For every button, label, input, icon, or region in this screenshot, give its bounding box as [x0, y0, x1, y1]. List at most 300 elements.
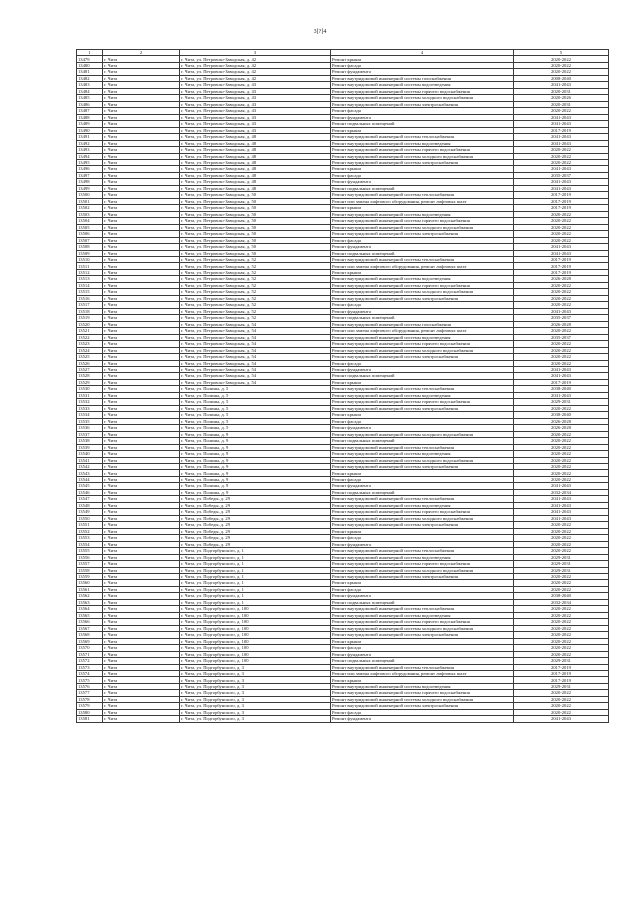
- city-cell: г. Чита: [103, 269, 180, 275]
- city-cell: г. Чита: [103, 528, 180, 534]
- work-type-cell: Ремонт крыши: [331, 269, 514, 275]
- period-cell: 2020-2022: [514, 625, 609, 631]
- row-id-cell: 13503: [77, 211, 103, 217]
- period-cell: 2041-2043: [514, 483, 609, 489]
- city-cell: г. Чита: [103, 179, 180, 185]
- work-type-cell: Ремонт фасада: [331, 237, 514, 243]
- row-id-cell: 13549: [77, 509, 103, 515]
- period-cell: 2020-2022: [514, 528, 609, 534]
- work-type-cell: Ремонт фасада: [331, 62, 514, 68]
- city-cell: г. Чита: [103, 159, 180, 165]
- city-cell: г. Чита: [103, 198, 180, 204]
- work-type-cell: Ремонт внутридомовой инженерной системы теплоснабжения: [331, 134, 514, 140]
- period-cell: 2041-2043: [514, 185, 609, 191]
- row-id-cell: 13538: [77, 438, 103, 444]
- address-cell: г. Чита, ул. Петровско-Заводская, д. 42: [180, 56, 331, 62]
- row-id-cell: 13511: [77, 263, 103, 269]
- row-id-cell: 13513: [77, 276, 103, 282]
- address-cell: г. Чита, ул. Подгорбунского, д. 3: [180, 690, 331, 696]
- row-id-cell: 13568: [77, 632, 103, 638]
- period-cell: 2038-2040: [514, 593, 609, 599]
- period-cell: 2020-2022: [514, 354, 609, 360]
- work-type-cell: Ремонт внутридомовой инженерной системы теплоснабжения: [331, 496, 514, 502]
- work-type-cell: Ремонт фундамента: [331, 179, 514, 185]
- period-cell: 2008-2040: [514, 75, 609, 81]
- work-type-cell: Ремонт фундамента: [331, 541, 514, 547]
- city-cell: г. Чита: [103, 418, 180, 424]
- row-id-cell: 13494: [77, 153, 103, 159]
- period-cell: 2020-2022: [514, 541, 609, 547]
- address-cell: г. Чита, ул. Полины, д. 9: [180, 476, 331, 482]
- work-type-cell: Ремонт подвальных помещений: [331, 658, 514, 664]
- address-cell: г. Чита, ул. Петровско-Заводская, д. 52: [180, 289, 331, 295]
- city-cell: г. Чита: [103, 328, 180, 334]
- row-id-cell: 13572: [77, 658, 103, 664]
- work-type-cell: Ремонт подвальных помещений: [331, 438, 514, 444]
- row-id-cell: 13552: [77, 528, 103, 534]
- row-id-cell: 13485: [77, 95, 103, 101]
- address-cell: г. Чита, ул. Петровско-Заводская, д. 52: [180, 276, 331, 282]
- row-id-cell: 13565: [77, 612, 103, 618]
- work-type-cell: Ремонт внутридомовой инженерной системы газоснабжения: [331, 75, 514, 81]
- work-type-cell: Ремонт внутридомовой инженерной системы холодного водоснабжения: [331, 289, 514, 295]
- address-cell: г. Чита, ул. Петровско-Заводская, д. 50: [180, 231, 331, 237]
- period-cell: 2020-2022: [514, 612, 609, 618]
- work-type-cell: Ремонт внутридомовой инженерной системы электроснабжения: [331, 703, 514, 709]
- city-cell: г. Чита: [103, 295, 180, 301]
- city-cell: г. Чита: [103, 470, 180, 476]
- address-cell: г. Чита, ул. Петровско-Заводская, д. 43: [180, 121, 331, 127]
- city-cell: г. Чита: [103, 334, 180, 340]
- row-id-cell: 13495: [77, 159, 103, 165]
- address-cell: г. Чита, ул. Петровско-Заводская, д. 43: [180, 108, 331, 114]
- work-type-cell: Ремонт внутридомовой инженерной системы горячего водоснабжения: [331, 619, 514, 625]
- work-type-cell: Ремонт внутридомовой инженерной системы теплоснабжения: [331, 257, 514, 263]
- period-cell: 2029-2031: [514, 658, 609, 664]
- work-type-cell: Ремонт фасада: [331, 645, 514, 651]
- period-cell: 2020-2022: [514, 282, 609, 288]
- period-cell: 2041-2043: [514, 502, 609, 508]
- period-cell: 2020-2022: [514, 632, 609, 638]
- city-cell: г. Чита: [103, 153, 180, 159]
- work-type-cell: Ремонт внутридомовой инженерной системы горячего водоснабжения: [331, 147, 514, 153]
- city-cell: г. Чита: [103, 709, 180, 715]
- work-type-cell: Ремонт подвальных помещений: [331, 315, 514, 321]
- city-cell: г. Чита: [103, 580, 180, 586]
- address-cell: г. Чита, ул. Петровско-Заводская, д. 54: [180, 373, 331, 379]
- address-cell: г. Чита, ул. Петровско-Заводская, д. 50: [180, 198, 331, 204]
- work-type-cell: Ремонт внутридомовой инженерной системы водоотведения: [331, 502, 514, 508]
- row-id-cell: 13509: [77, 250, 103, 256]
- work-type-cell: Ремонт внутридомовой инженерной системы холодного водоснабжения: [331, 95, 514, 101]
- row-id-cell: 13498: [77, 179, 103, 185]
- row-id-cell: 13562: [77, 593, 103, 599]
- city-cell: г. Чита: [103, 289, 180, 295]
- address-cell: г. Чита, ул. Петровско-Заводская, д. 52: [180, 308, 331, 314]
- address-cell: г. Чита, ул. Петровско-Заводская, д. 52: [180, 302, 331, 308]
- period-cell: 2020-2022: [514, 470, 609, 476]
- work-type-cell: Ремонт подвальных помещений: [331, 373, 514, 379]
- period-cell: 2020-2022: [514, 224, 609, 230]
- row-id-cell: 13534: [77, 412, 103, 418]
- city-cell: г. Чита: [103, 315, 180, 321]
- city-cell: г. Чита: [103, 671, 180, 677]
- work-type-cell: Ремонт внутридомовой инженерной системы электроснабжения: [331, 522, 514, 528]
- period-cell: 2020-2022: [514, 153, 609, 159]
- row-id-cell: 13573: [77, 664, 103, 670]
- work-type-cell: Ремонт внутридомовой инженерной системы водоотведения: [331, 140, 514, 146]
- row-id-cell: 13507: [77, 237, 103, 243]
- address-cell: г. Чита, ул. Петровско-Заводская, д. 48: [180, 153, 331, 159]
- period-cell: 2020-2022: [514, 451, 609, 457]
- work-type-cell: Ремонт внутридомовой инженерной системы теплоснабжения: [331, 664, 514, 670]
- period-cell: 2029-2031: [514, 683, 609, 689]
- period-cell: 2041-2043: [514, 308, 609, 314]
- city-cell: г. Чита: [103, 561, 180, 567]
- column-header: 5: [514, 50, 609, 56]
- work-type-cell: Ремонт внутридомовой инженерной системы водоотведения: [331, 612, 514, 618]
- row-id-cell: 13570: [77, 645, 103, 651]
- period-cell: 2020-2022: [514, 606, 609, 612]
- work-type-cell: Ремонт подвальных помещений: [331, 250, 514, 256]
- row-id-cell: 13575: [77, 677, 103, 683]
- period-cell: 2041-2043: [514, 366, 609, 372]
- city-cell: г. Чита: [103, 554, 180, 560]
- work-type-cell: Ремонт фасада: [331, 586, 514, 592]
- work-type-cell: Ремонт крыши: [331, 677, 514, 683]
- period-cell: 2020-2022: [514, 476, 609, 482]
- address-cell: г. Чита, ул. Петровско-Заводская, д. 48: [180, 179, 331, 185]
- city-cell: г. Чита: [103, 548, 180, 554]
- period-cell: 2020-2022: [514, 535, 609, 541]
- row-id-cell: 13486: [77, 101, 103, 107]
- address-cell: г. Чита, ул. Петровско-Заводская, д. 54: [180, 347, 331, 353]
- work-type-cell: Ремонт фасада: [331, 476, 514, 482]
- city-cell: г. Чита: [103, 192, 180, 198]
- work-type-cell: Ремонт внутридомовой инженерной системы электроснабжения: [331, 464, 514, 470]
- period-cell: 2020-2022: [514, 328, 609, 334]
- address-cell: г. Чита, ул. Петровско-Заводская, д. 54: [180, 341, 331, 347]
- work-type-cell: Ремонт крыши: [331, 528, 514, 534]
- row-id-cell: 13519: [77, 315, 103, 321]
- address-cell: г. Чита, ул. Победы, д. 29: [180, 502, 331, 508]
- work-type-cell: Ремонт внутридомовой инженерной системы электроснабжения: [331, 354, 514, 360]
- city-cell: г. Чита: [103, 476, 180, 482]
- period-cell: 2041-2043: [514, 509, 609, 515]
- address-cell: г. Чита, ул. Петровско-Заводская, д. 54: [180, 366, 331, 372]
- work-type-cell: Ремонт внутридомовой инженерной системы холодного водоснабжения: [331, 431, 514, 437]
- period-cell: 2020-2022: [514, 347, 609, 353]
- address-cell: г. Чита, ул. Полины, д. 9: [180, 470, 331, 476]
- row-id-cell: 13564: [77, 606, 103, 612]
- column-header: 2: [103, 50, 180, 56]
- work-type-cell: Ремонт внутридомовой инженерной системы холодного водоснабжения: [331, 625, 514, 631]
- address-cell: г. Чита, ул. Подгорбунского, д. 3: [180, 703, 331, 709]
- city-cell: г. Чита: [103, 366, 180, 372]
- address-cell: г. Чита, ул. Победы, д. 29: [180, 541, 331, 547]
- row-id-cell: 13530: [77, 386, 103, 392]
- period-cell: 2017-2019: [514, 127, 609, 133]
- city-cell: г. Чита: [103, 347, 180, 353]
- address-cell: г. Чита, ул. Петровско-Заводская, д. 54: [180, 360, 331, 366]
- city-cell: г. Чита: [103, 464, 180, 470]
- row-id-cell: 13514: [77, 282, 103, 288]
- work-type-cell: Ремонт или замена лифтового оборудования, ремонт лифтовых шахт: [331, 671, 514, 677]
- work-type-cell: Ремонт крыши: [331, 166, 514, 172]
- row-id-cell: 13501: [77, 198, 103, 204]
- row-id-cell: 13491: [77, 134, 103, 140]
- city-cell: г. Чита: [103, 302, 180, 308]
- address-cell: г. Чита, ул. Полины, д. 5: [180, 392, 331, 398]
- work-type-cell: Ремонт внутридомовой инженерной системы водоотведения: [331, 276, 514, 282]
- row-id-cell: 13537: [77, 431, 103, 437]
- work-type-cell: Ремонт фасада: [331, 172, 514, 178]
- period-cell: 2020-2022: [514, 295, 609, 301]
- city-cell: г. Чита: [103, 250, 180, 256]
- row-id-cell: 13508: [77, 244, 103, 250]
- city-cell: г. Чита: [103, 606, 180, 612]
- row-id-cell: 13489: [77, 121, 103, 127]
- period-cell: 2020-2022: [514, 548, 609, 554]
- city-cell: г. Чита: [103, 457, 180, 463]
- work-type-cell: Ремонт внутридомовой инженерной системы горячего водоснабжения: [331, 690, 514, 696]
- address-cell: г. Чита, ул. Петровско-Заводская, д. 43: [180, 95, 331, 101]
- address-cell: г. Чита, ул. Победы, д. 29: [180, 515, 331, 521]
- city-cell: г. Чита: [103, 703, 180, 709]
- row-id-cell: 13569: [77, 638, 103, 644]
- work-type-cell: Ремонт внутридомовой инженерной системы теплоснабжения: [331, 192, 514, 198]
- work-type-cell: Ремонт внутридомовой инженерной системы горячего водоснабжения: [331, 561, 514, 567]
- table-row: [77, 716, 609, 722]
- row-id-cell: 13510: [77, 257, 103, 263]
- period-cell: 2041-2043: [514, 373, 609, 379]
- row-id-cell: 13533: [77, 405, 103, 411]
- period-cell: 2020-2022: [514, 69, 609, 75]
- city-cell: г. Чита: [103, 308, 180, 314]
- period-cell: 2041-2043: [514, 250, 609, 256]
- work-type-cell: Ремонт внутридомовой инженерной системы водоотведения: [331, 334, 514, 340]
- city-cell: г. Чита: [103, 121, 180, 127]
- work-type-cell: Ремонт или замена лифтового оборудования, ремонт лифтовых шахт: [331, 198, 514, 204]
- work-type-cell: Ремонт внутридомовой инженерной системы холодного водоснабжения: [331, 567, 514, 573]
- address-cell: г. Чита, ул. Петровско-Заводская, д. 48: [180, 172, 331, 178]
- row-id-cell: 13488: [77, 114, 103, 120]
- city-cell: г. Чита: [103, 166, 180, 172]
- work-type-cell: Ремонт внутридомовой инженерной системы водоотведения: [331, 554, 514, 560]
- address-cell: г. Чита, ул. Подгорбунского, д. 100: [180, 658, 331, 664]
- city-cell: г. Чита: [103, 438, 180, 444]
- city-cell: г. Чита: [103, 405, 180, 411]
- period-cell: 2026-2028: [514, 418, 609, 424]
- row-id-cell: 13554: [77, 541, 103, 547]
- row-id-cell: 13482: [77, 75, 103, 81]
- address-cell: г. Чита, ул. Подгорбунского, д. 1: [180, 573, 331, 579]
- city-cell: г. Чита: [103, 444, 180, 450]
- address-cell: г. Чита, ул. Подгорбунского, д. 1: [180, 599, 331, 605]
- city-cell: г. Чита: [103, 425, 180, 431]
- work-type-cell: Ремонт внутридомовой инженерной системы газоснабжения: [331, 321, 514, 327]
- address-cell: г. Чита, ул. Петровско-Заводская, д. 50: [180, 205, 331, 211]
- period-cell: 2020-2022: [514, 696, 609, 702]
- address-cell: г. Чита, ул. Петровско-Заводская, д. 54: [180, 321, 331, 327]
- city-cell: г. Чита: [103, 677, 180, 683]
- row-id-cell: 13520: [77, 321, 103, 327]
- period-cell: 2035-2037: [514, 315, 609, 321]
- period-cell: 2029-2031: [514, 567, 609, 573]
- row-id-cell: 13487: [77, 108, 103, 114]
- row-id-cell: 13559: [77, 573, 103, 579]
- work-type-cell: Ремонт фундамента: [331, 114, 514, 120]
- period-cell: 2020-2022: [514, 586, 609, 592]
- address-cell: г. Чита, ул. Петровско-Заводская, д. 54: [180, 354, 331, 360]
- city-cell: г. Чита: [103, 101, 180, 107]
- row-id-cell: 13563: [77, 599, 103, 605]
- row-id-cell: 13548: [77, 502, 103, 508]
- work-type-cell: Ремонт внутридомовой инженерной системы теплоснабжения: [331, 444, 514, 450]
- period-cell: 2017-2019: [514, 257, 609, 263]
- row-id-cell: 13521: [77, 328, 103, 334]
- work-type-cell: Ремонт подвальных помещений: [331, 185, 514, 191]
- city-cell: г. Чита: [103, 573, 180, 579]
- address-cell: г. Чита, ул. Петровско-Заводская, д. 43: [180, 82, 331, 88]
- city-cell: г. Чита: [103, 244, 180, 250]
- period-cell: 2041-2043: [514, 82, 609, 88]
- work-type-cell: Ремонт внутридомовой инженерной системы горячего водоснабжения: [331, 341, 514, 347]
- address-cell: г. Чита, ул. Петровско-Заводская, д. 54: [180, 328, 331, 334]
- address-cell: г. Чита, ул. Петровско-Заводская, д. 48: [180, 140, 331, 146]
- city-cell: г. Чита: [103, 82, 180, 88]
- row-id-cell: 13505: [77, 224, 103, 230]
- period-cell: 2032-2034: [514, 489, 609, 495]
- period-cell: 2020-2022: [514, 645, 609, 651]
- city-cell: г. Чита: [103, 379, 180, 385]
- address-cell: г. Чита, ул. Петровско-Заводская, д. 50: [180, 224, 331, 230]
- address-cell: г. Чита, ул. Подгорбунского, д. 1: [180, 567, 331, 573]
- address-cell: г. Чита, ул. Петровско-Заводская, д. 52: [180, 282, 331, 288]
- address-cell: г. Чита, ул. Подгорбунского, д. 100: [180, 638, 331, 644]
- city-cell: г. Чита: [103, 625, 180, 631]
- work-type-cell: Ремонт внутридомовой инженерной системы водоотведения: [331, 451, 514, 457]
- address-cell: г. Чита, ул. Подгорбунского, д. 3: [180, 664, 331, 670]
- period-cell: 2020-2022: [514, 690, 609, 696]
- work-type-cell: Ремонт внутридомовой инженерной системы холодного водоснабжения: [331, 347, 514, 353]
- row-id-cell: 13531: [77, 392, 103, 398]
- period-cell: 2020-2022: [514, 231, 609, 237]
- address-cell: г. Чита, ул. Полины, д. 9: [180, 438, 331, 444]
- work-type-cell: Ремонт внутридомовой инженерной системы электроснабжения: [331, 632, 514, 638]
- period-cell: 2017-2019: [514, 269, 609, 275]
- period-cell: 2020-2022: [514, 464, 609, 470]
- address-cell: г. Чита, ул. Петровско-Заводская, д. 52: [180, 269, 331, 275]
- row-id-cell: 13571: [77, 651, 103, 657]
- work-type-cell: Ремонт внутридомовой инженерной системы электроснабжения: [331, 405, 514, 411]
- period-cell: 2017-2019: [514, 192, 609, 198]
- row-id-cell: 13504: [77, 218, 103, 224]
- work-type-cell: Ремонт фасада: [331, 709, 514, 715]
- address-cell: г. Чита, ул. Полины, д. 9: [180, 464, 331, 470]
- city-cell: г. Чита: [103, 373, 180, 379]
- address-cell: г. Чита, ул. Петровско-Заводская, д. 52: [180, 295, 331, 301]
- city-cell: г. Чита: [103, 282, 180, 288]
- period-cell: 2041-2043: [514, 244, 609, 250]
- period-cell: 2020-2031: [514, 101, 609, 107]
- row-id-cell: 13512: [77, 269, 103, 275]
- period-cell: 2020-2022: [514, 405, 609, 411]
- row-id-cell: 13579: [77, 703, 103, 709]
- address-cell: г. Чита, ул. Петровско-Заводская, д. 50: [180, 192, 331, 198]
- work-type-cell: Ремонт внутридомовой инженерной системы холодного водоснабжения: [331, 696, 514, 702]
- row-id-cell: 13580: [77, 709, 103, 715]
- period-cell: 2035-2037: [514, 172, 609, 178]
- city-cell: г. Чита: [103, 237, 180, 243]
- page-number: 3[?]4: [313, 29, 327, 35]
- work-type-cell: Ремонт внутридомовой инженерной системы горячего водоснабжения: [331, 218, 514, 224]
- work-type-cell: Ремонт внутридомовой инженерной системы теплоснабжения: [331, 386, 514, 392]
- work-type-cell: Ремонт крыши: [331, 580, 514, 586]
- address-cell: г. Чита, ул. Подгорбунского, д. 3: [180, 677, 331, 683]
- city-cell: г. Чита: [103, 231, 180, 237]
- period-cell: 2041-2043: [514, 515, 609, 521]
- work-type-cell: Ремонт фундамента: [331, 483, 514, 489]
- period-cell: 2017-2019: [514, 664, 609, 670]
- work-type-cell: Ремонт или замена лифтового оборудования, ремонт лифтовых шахт: [331, 328, 514, 334]
- address-cell: г. Чита, ул. Петровско-Заводская, д. 48: [180, 185, 331, 191]
- city-cell: г. Чита: [103, 619, 180, 625]
- period-cell: 2020-2022: [514, 619, 609, 625]
- period-cell: 2041-2043: [514, 166, 609, 172]
- city-cell: г. Чита: [103, 140, 180, 146]
- column-header: 3: [180, 50, 331, 56]
- row-id-cell: 13490: [77, 127, 103, 133]
- address-cell: г. Чита, ул. Подгорбунского, д. 100: [180, 612, 331, 618]
- period-cell: 2017-2019: [514, 379, 609, 385]
- city-cell: г. Чита: [103, 696, 180, 702]
- row-id-cell: 13551: [77, 522, 103, 528]
- period-cell: 2020-2022: [514, 218, 609, 224]
- address-cell: г. Чита, ул. Подгорбунского, д. 1: [180, 561, 331, 567]
- row-id-cell: 13578: [77, 696, 103, 702]
- work-type-cell: Ремонт внутридомовой инженерной системы горячего водоснабжения: [331, 282, 514, 288]
- row-id-cell: 13496: [77, 166, 103, 172]
- address-cell: г. Чита, ул. Петровско-Заводская, д. 42: [180, 75, 331, 81]
- row-id-cell: 13547: [77, 496, 103, 502]
- city-cell: г. Чита: [103, 114, 180, 120]
- city-cell: г. Чита: [103, 502, 180, 508]
- work-type-cell: Ремонт внутридомовой инженерной системы холодного водоснабжения: [331, 224, 514, 230]
- work-type-cell: Ремонт крыши: [331, 127, 514, 133]
- city-cell: г. Чита: [103, 321, 180, 327]
- address-cell: г. Чита, ул. Подгорбунского, д. 100: [180, 619, 331, 625]
- row-id-cell: 13556: [77, 554, 103, 560]
- row-id-cell: 13542: [77, 464, 103, 470]
- work-type-cell: Ремонт фундамента: [331, 651, 514, 657]
- address-cell: г. Чита, ул. Полины, д. 9: [180, 431, 331, 437]
- row-id-cell: 13484: [77, 88, 103, 94]
- period-cell: 2026-2028: [514, 276, 609, 282]
- row-id-cell: 13497: [77, 172, 103, 178]
- address-cell: г. Чита, ул. Петровско-Заводская, д. 50: [180, 211, 331, 217]
- period-cell: 2020-2026: [514, 95, 609, 101]
- work-type-cell: Ремонт внутридомовой инженерной системы электроснабжения: [331, 159, 514, 165]
- city-cell: г. Чита: [103, 218, 180, 224]
- period-cell: 2020-2022: [514, 703, 609, 709]
- capital-repair-table: [76, 49, 609, 723]
- period-cell: 2020-2022: [514, 108, 609, 114]
- row-id-cell: 13553: [77, 535, 103, 541]
- work-type-cell: Ремонт крыши: [331, 379, 514, 385]
- work-type-cell: Ремонт фундамента: [331, 366, 514, 372]
- work-type-cell: Ремонт фундамента: [331, 308, 514, 314]
